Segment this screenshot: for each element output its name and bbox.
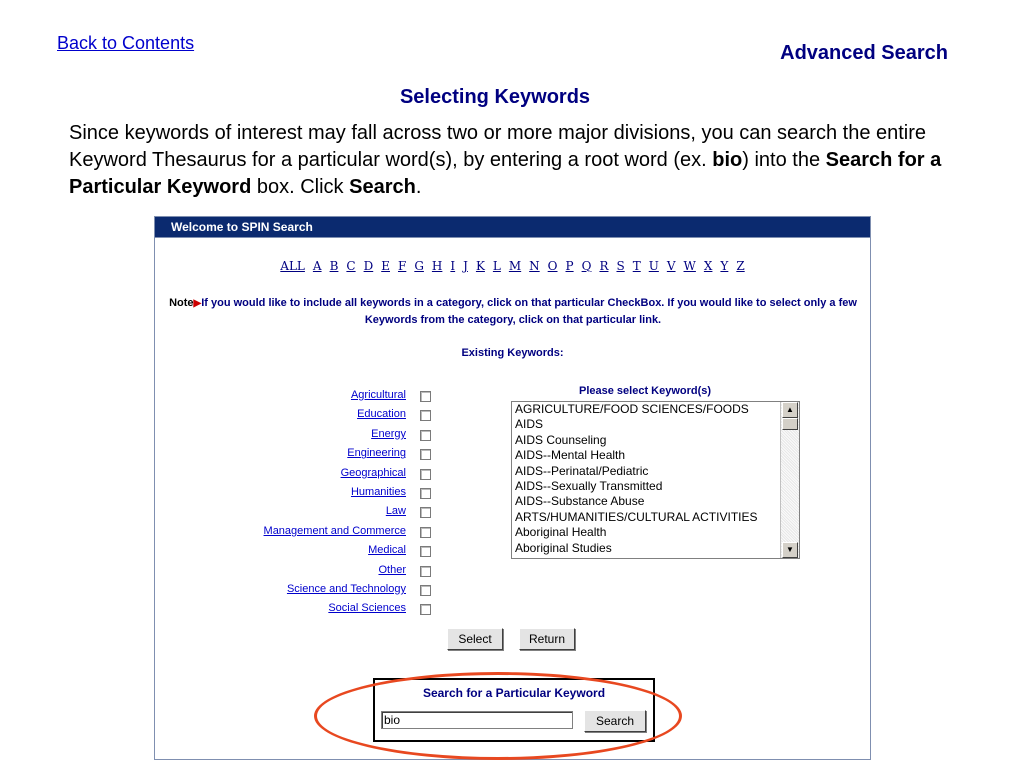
alphabet-link-r[interactable]: R: [599, 259, 609, 273]
keyword-option[interactable]: AIDS Counseling: [515, 432, 607, 447]
alphabet-link-a[interactable]: A: [312, 259, 322, 273]
category-link-medical[interactable]: Medical: [368, 544, 406, 557]
alphabet-nav: [155, 259, 870, 273]
intro-text: ) into the: [742, 149, 826, 171]
scroll-thumb[interactable]: [782, 418, 798, 430]
alphabet-link-l[interactable]: L: [492, 259, 501, 273]
category-link-geographical[interactable]: Geographical: [340, 466, 406, 479]
note-body: If you would like to include all keywords in a category, click on that particular CheckBox. If you would like to select only a few Keywords from the category, click on that particular link.: [201, 297, 857, 326]
category-checkbox[interactable]: [420, 507, 431, 518]
intro-bold-box-name: Search for a Particular Keyword: [69, 149, 942, 198]
keywords-listbox[interactable]: [511, 401, 800, 559]
category-checkbox[interactable]: [420, 604, 431, 615]
category-link-science-and-technology[interactable]: Science and Technology: [286, 583, 406, 595]
intro-text: Since keywords of interest may fall across two or more major divisions, you can search the entire Keyword Thesaurus for a particular word(s), by entering a root word (ex.: [69, 122, 927, 171]
alphabet-link-all[interactable]: ALL: [280, 259, 305, 273]
category-link-energy[interactable]: Energy: [371, 427, 406, 440]
category-link-social-sciences[interactable]: Social Sciences: [328, 602, 406, 615]
category-link-law[interactable]: Law: [385, 505, 406, 518]
scroll-up-icon[interactable]: ▲: [782, 402, 798, 418]
alphabet-link-k[interactable]: K: [475, 259, 485, 273]
keyword-option[interactable]: AIDS--Sexually Transmitted: [515, 479, 663, 494]
alphabet-link-b[interactable]: B: [329, 259, 339, 273]
alphabet-link-w[interactable]: W: [683, 259, 696, 273]
alphabet-link-c[interactable]: C: [346, 259, 356, 273]
category-link-humanities[interactable]: Humanities: [350, 486, 406, 498]
scroll-down-icon[interactable]: ▼: [782, 542, 798, 558]
keyword-option[interactable]: AGRICULTURE/FOOD SCIENCES/FOODS: [515, 402, 749, 416]
category-checkbox[interactable]: [420, 449, 431, 460]
search-box-title: Search for a Particular Keyword: [422, 686, 606, 700]
category-link-agricultural[interactable]: Agricultural: [350, 389, 406, 401]
keyword-option[interactable]: AIDS: [515, 417, 544, 432]
note-label: Note: [169, 297, 194, 309]
alphabet-link-x[interactable]: X: [703, 259, 713, 273]
keyword-option[interactable]: Aboriginal Studies: [515, 540, 612, 555]
alphabet-link-g[interactable]: G: [414, 259, 424, 273]
category-link-other[interactable]: Other: [378, 563, 406, 576]
return-button[interactable]: Return: [519, 628, 575, 650]
category-checkbox[interactable]: [420, 410, 431, 421]
alphabet-link-e[interactable]: E: [381, 259, 390, 273]
select-button[interactable]: Select: [447, 628, 503, 650]
category-checkbox[interactable]: [420, 469, 431, 480]
keyword-option[interactable]: ARTS/HUMANITIES/CULTURAL ACTIVITIES: [515, 509, 758, 524]
alphabet-link-s[interactable]: S: [616, 259, 625, 273]
note-text: [159, 295, 867, 328]
category-checkbox[interactable]: [420, 430, 431, 441]
alphabet-link-j[interactable]: J: [463, 259, 468, 273]
existing-keywords-label: Existing Keywords:: [461, 347, 564, 359]
back-to-contents-link[interactable]: Back to Contents: [57, 33, 195, 53]
section-title: Selecting Keywords: [399, 86, 591, 108]
intro-paragraph: [69, 120, 949, 201]
keyword-option[interactable]: AIDS--Perinatal/Pediatric: [515, 463, 649, 478]
spin-search-panel: [154, 216, 871, 760]
category-checkbox[interactable]: [420, 546, 431, 557]
category-checkbox[interactable]: [420, 488, 431, 499]
alphabet-link-d[interactable]: D: [363, 259, 374, 273]
category-checkbox[interactable]: [420, 391, 431, 402]
intro-text: .: [415, 176, 422, 198]
alphabet-link-h[interactable]: H: [431, 259, 443, 273]
alphabet-link-i[interactable]: I: [450, 259, 456, 273]
alphabet-link-v[interactable]: V: [666, 259, 676, 273]
alphabet-link-u[interactable]: U: [648, 259, 659, 273]
category-link-management-and-commerce[interactable]: Management and Commerce: [263, 524, 406, 537]
intro-bold-search: Search: [349, 176, 416, 198]
alphabet-link-m[interactable]: M: [508, 259, 522, 273]
slide-title: Advanced Search: [780, 42, 948, 64]
keyword-option[interactable]: AIDS--Mental Health: [515, 448, 626, 463]
panel-header: Welcome to SPIN Search: [155, 217, 870, 238]
alphabet-link-y[interactable]: Y: [720, 259, 729, 273]
keywords-scrollbar[interactable]: [780, 402, 799, 558]
keyword-option[interactable]: AIDS--Substance Abuse: [515, 494, 645, 509]
alphabet-link-p[interactable]: P: [565, 259, 574, 273]
keyword-search-input[interactable]: [381, 711, 573, 729]
category-link-education[interactable]: Education: [357, 408, 406, 421]
category-checkbox[interactable]: [420, 585, 431, 596]
category-checkbox[interactable]: [420, 527, 431, 538]
intro-bold-example: bio: [712, 149, 743, 171]
category-checkbox[interactable]: [420, 566, 431, 577]
alphabet-link-z[interactable]: Z: [736, 259, 745, 273]
alphabet-link-n[interactable]: N: [529, 259, 540, 273]
alphabet-link-t[interactable]: T: [632, 259, 641, 273]
alphabet-link-q[interactable]: Q: [581, 259, 592, 273]
search-button[interactable]: Search: [584, 710, 646, 732]
category-link-engineering[interactable]: Engineering: [347, 447, 406, 460]
intro-text: box. Click: [251, 176, 350, 198]
keyword-option[interactable]: Aboriginal Health: [515, 525, 607, 540]
alphabet-link-o[interactable]: O: [547, 259, 558, 273]
keywords-list-label: Please select Keyword(s): [579, 385, 712, 397]
keyword-search-box: [373, 678, 655, 742]
alphabet-link-f[interactable]: F: [397, 259, 407, 273]
note-arrow-icon: ▶: [193, 298, 202, 309]
